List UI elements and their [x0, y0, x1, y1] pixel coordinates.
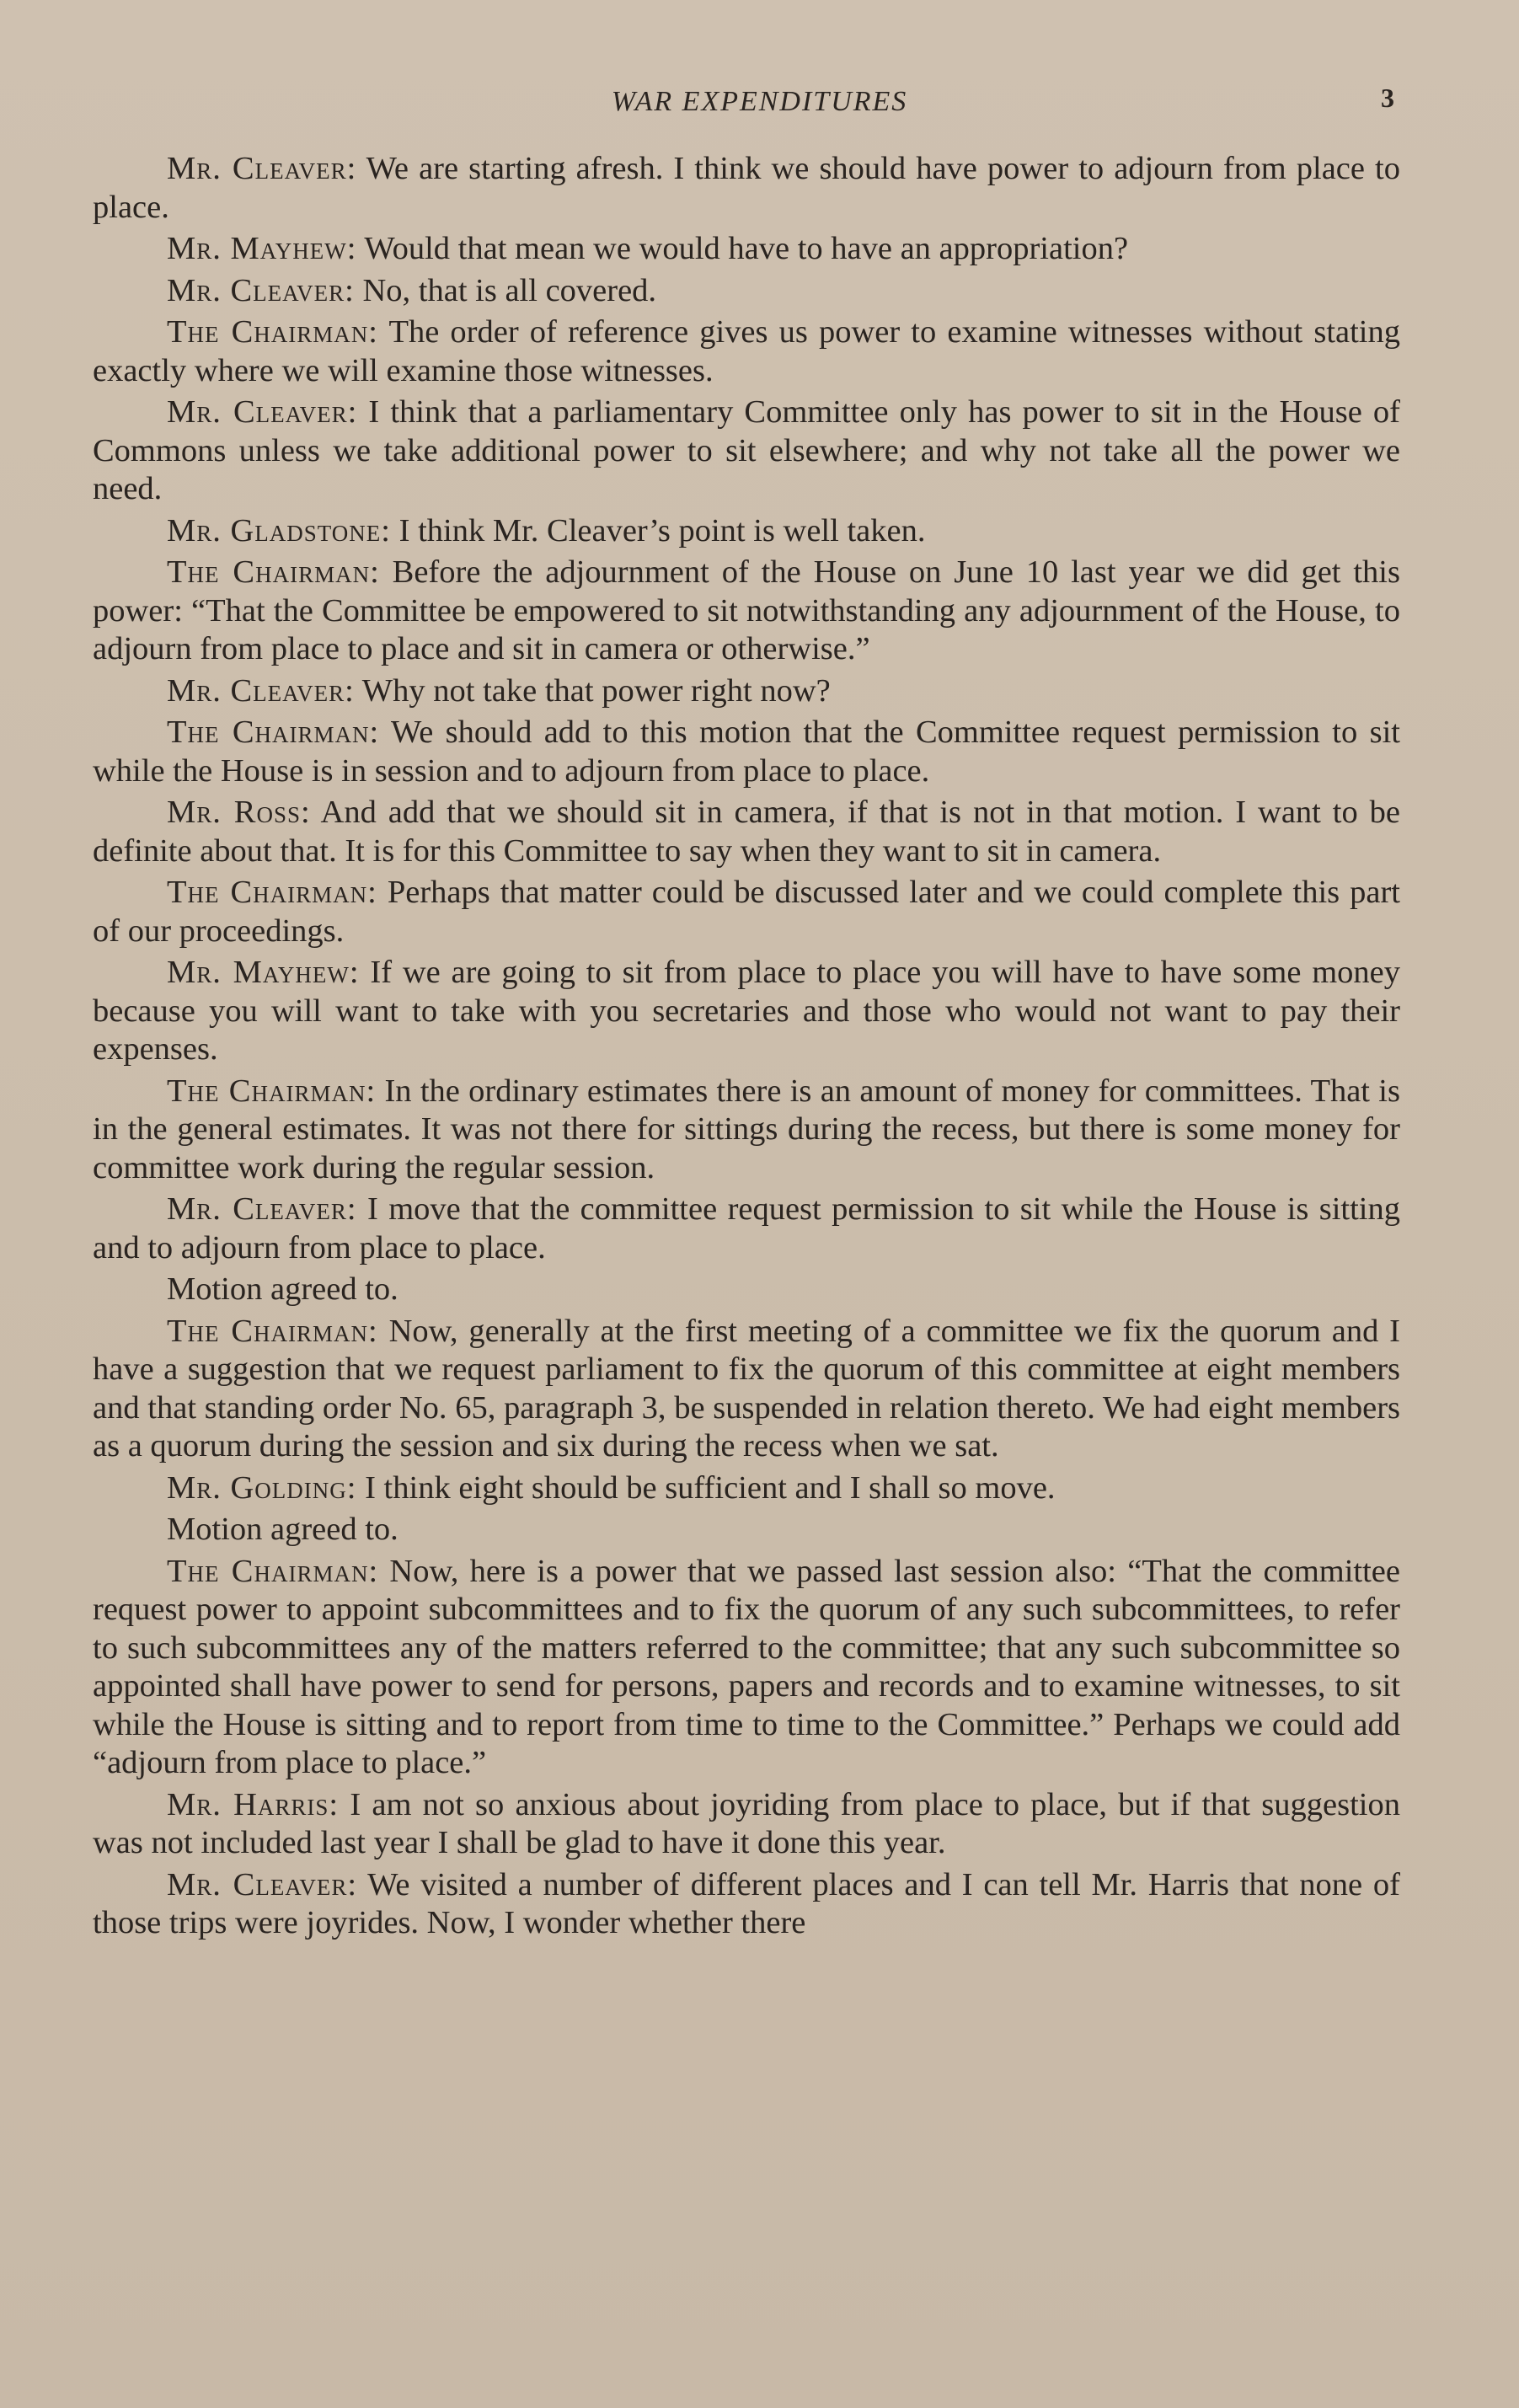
paragraph: [93, 954, 1400, 1069]
paragraph: [93, 794, 1400, 870]
paragraph: [93, 714, 1400, 790]
paragraph-text: And add that we should sit in camera, if that is not in that motion. I want to be definite about that. It is for this Committee to say when they want to sit in camera.: [93, 795, 1400, 869]
paragraph-text: In the ordinary estimates there is an amount of money for committees. That is in the general estimates. It was not there for sittings during the recess, but there is some money for committee work during the regular session.: [93, 1073, 1400, 1185]
speaker-name: Mr. Mayhew:: [167, 955, 360, 990]
motion-line: [93, 1271, 1400, 1309]
speaker-name: Mr. Cleaver:: [167, 1866, 358, 1902]
paragraph-text: We are starting afresh. I think we should have power to adjourn from place to place.: [93, 151, 1400, 225]
speaker-name: Mr. Cleaver:: [167, 672, 355, 709]
page-number: 3: [1381, 83, 1394, 113]
paragraph-text: Now, generally at the first meeting of a committee we fix the quorum and I have a suggestion that we request parliament to fix the quorum of this committee at eight members and that standing order No. 65, paragraph 3, be suspended in relation thereto. We had eight members as a quorum during the session and six during the recess when we sat.: [93, 1313, 1400, 1464]
paragraph: [93, 512, 1400, 551]
document-body: [93, 150, 1400, 1946]
paragraph-text: If we are going to sit from place to place you will have to have some money because you will want to take with you secretaries and those who would not want to pay their expenses.: [93, 955, 1400, 1067]
speaker-name: Mr. Mayhew:: [167, 231, 357, 266]
paragraph-text: I think Mr. Cleaver’s point is well taken.: [391, 512, 926, 548]
paragraph-text: Why not take that power right now?: [354, 672, 831, 709]
speaker-name: The Chairman:: [167, 314, 379, 350]
paragraph: [93, 272, 1400, 311]
paragraph-text: The order of reference gives us power to examine witnesses without stating exactly where we will examine those witnesses.: [93, 314, 1400, 388]
paragraph-text: Now, here is a power that we passed last session also: “That the committee request power to appoint subcommittees and to fix the quorum of any such subcommittees, to refer to such subcommittees any of the matters referred to the committee; that any such subcommittee so appointed shall have power to send for persons, papers and records and to examine witnesses, to sit while the House is sitting and to report from time to time to the Committee.” Perhaps we could add “adjourn from place to place.”: [93, 1553, 1400, 1780]
speaker-name: Mr. Cleaver:: [167, 394, 358, 430]
paragraph-text: Would that mean we would have to have an appropriation?: [356, 231, 1129, 266]
speaker-name: Mr. Harris:: [167, 1786, 340, 1822]
speaker-name: The Chairman:: [167, 1313, 378, 1349]
paragraph-text: I am not so anxious about joyriding from place to place, but if that suggestion was not included last year I shall be glad to have it done this year.: [93, 1786, 1400, 1860]
paragraph: [93, 313, 1400, 390]
paragraph: [93, 1073, 1400, 1188]
paragraph: [93, 393, 1400, 509]
paragraph: [93, 1313, 1400, 1466]
paragraph-text: Perhaps that matter could be discussed later and we could complete this part of our proceedings.: [93, 875, 1400, 949]
page-header: [0, 83, 1519, 128]
paragraph: [93, 1469, 1400, 1508]
paragraph: [93, 1553, 1400, 1783]
speaker-name: Mr. Ross:: [167, 795, 311, 830]
speaker-name: Mr. Cleaver:: [167, 272, 355, 308]
speaker-name: The Chairman:: [167, 1553, 379, 1589]
speaker-name: The Chairman:: [167, 875, 377, 910]
speaker-name: The Chairman:: [167, 1073, 377, 1109]
paragraph-text: I think that a parliamentary Committee only has power to sit in the House of Commons unless we take additional power to sit elsewhere; and why not take all the power we need.: [93, 394, 1400, 506]
paragraph-text: I move that the committee request permission to sit while the House is sitting and to adjourn from place to place.: [93, 1191, 1400, 1266]
paragraph: [93, 1191, 1400, 1267]
paragraph: [93, 1786, 1400, 1863]
speaker-name: The Chairman:: [167, 554, 380, 590]
speaker-name: Mr. Cleaver:: [167, 1191, 357, 1227]
paragraph: [93, 230, 1400, 269]
paragraph: [93, 672, 1400, 711]
paragraph: [93, 874, 1400, 950]
running-head: WAR EXPENDITURES: [611, 86, 908, 117]
paragraph: [93, 1866, 1400, 1943]
paragraph: [93, 554, 1400, 669]
paragraph-text: Before the adjournment of the House on June 10 last year we did get this power: “That the Committee be empowered to sit notwithstanding any adjournment of the House, to adjourn from place to place and sit in camera or otherwise.”: [93, 554, 1400, 666]
speaker-name: The Chairman:: [167, 714, 380, 750]
motion-line: [93, 1511, 1400, 1549]
speaker-name: Mr. Cleaver:: [167, 151, 357, 186]
paragraph: [93, 150, 1400, 227]
paragraph-text: We should add to this motion that the Committee request permission to sit while the House is in session and to adjourn from place to place.: [93, 714, 1400, 789]
paragraph-text: Motion agreed to.: [167, 1512, 398, 1547]
speaker-name: Mr. Gladstone:: [167, 512, 391, 548]
paragraph-text: Motion agreed to.: [167, 1271, 398, 1307]
paragraph-text: We visited a number of different places and I can tell Mr. Harris that none of those trips were joyrides. Now, I wonder whether there: [93, 1866, 1400, 1940]
speaker-name: Mr. Golding:: [167, 1469, 357, 1506]
paragraph-text: I think eight should be sufficient and I shall so move.: [356, 1469, 1056, 1506]
paragraph-text: No, that is all covered.: [354, 272, 657, 308]
